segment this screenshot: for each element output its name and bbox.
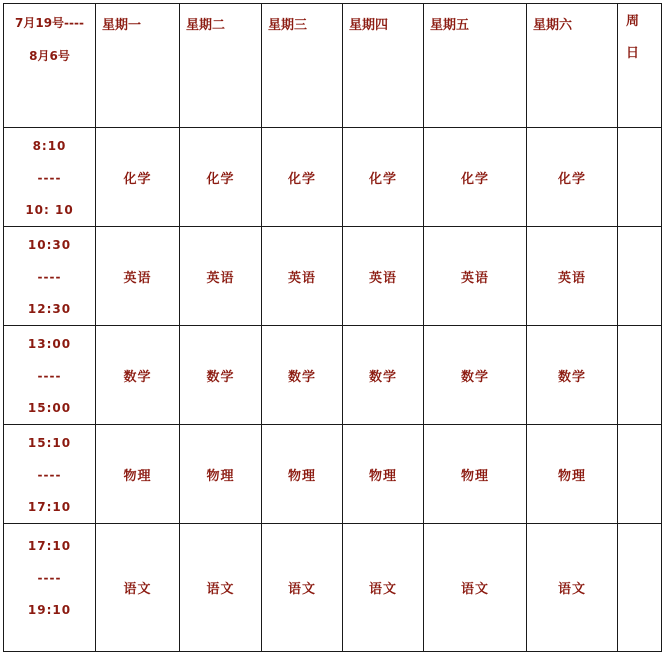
subject-cell: 英语 bbox=[180, 227, 262, 326]
time-end: 12:30 bbox=[27, 302, 72, 316]
subject-cell: 物理 bbox=[343, 425, 424, 524]
day-header-sun: 周 日 bbox=[618, 4, 662, 128]
day-header-fri: 星期五 bbox=[424, 4, 527, 128]
sunday-empty-cell bbox=[618, 227, 662, 326]
day-header-tue: 星期二 bbox=[180, 4, 262, 128]
subject-cell: 语文 bbox=[424, 524, 527, 652]
table-row bbox=[4, 326, 662, 425]
subject-cell: 英语 bbox=[96, 227, 180, 326]
subject-cell: 化学 bbox=[262, 128, 343, 227]
subject-cell: 英语 bbox=[343, 227, 424, 326]
subject-cell: 语文 bbox=[96, 524, 180, 652]
date-range-end: 8月6号 bbox=[29, 49, 70, 63]
table-row bbox=[4, 524, 662, 652]
sunday-empty-cell bbox=[618, 326, 662, 425]
schedule-table bbox=[3, 3, 662, 652]
time-separator: ---- bbox=[37, 369, 62, 383]
day-header-wed: 星期三 bbox=[262, 4, 343, 128]
day-header-sat: 星期六 bbox=[527, 4, 618, 128]
subject-cell: 英语 bbox=[527, 227, 618, 326]
date-range-header bbox=[4, 4, 96, 128]
time-separator: ---- bbox=[37, 270, 62, 284]
subject-cell: 物理 bbox=[180, 425, 262, 524]
subject-cell: 物理 bbox=[262, 425, 343, 524]
time-slot-cell bbox=[4, 227, 96, 326]
time-start: 15:10 bbox=[27, 436, 72, 450]
subject-cell: 数学 bbox=[424, 326, 527, 425]
subject-cell: 物理 bbox=[527, 425, 618, 524]
table-row bbox=[4, 227, 662, 326]
time-end: 10: 10 bbox=[25, 203, 74, 217]
time-start: 13:00 bbox=[27, 337, 72, 351]
time-separator: ---- bbox=[37, 468, 62, 482]
day-header-thu: 星期四 bbox=[343, 4, 424, 128]
subject-cell: 物理 bbox=[96, 425, 180, 524]
schedule-sheet bbox=[3, 3, 661, 645]
subject-cell: 数学 bbox=[527, 326, 618, 425]
sunday-empty-cell bbox=[618, 425, 662, 524]
time-slot-cell bbox=[4, 128, 96, 227]
subject-cell: 语文 bbox=[527, 524, 618, 652]
subject-cell: 化学 bbox=[96, 128, 180, 227]
subject-cell: 英语 bbox=[424, 227, 527, 326]
subject-cell: 化学 bbox=[527, 128, 618, 227]
sunday-empty-cell bbox=[618, 524, 662, 652]
subject-cell: 语文 bbox=[262, 524, 343, 652]
time-start: 8:10 bbox=[32, 139, 67, 153]
time-slot-cell bbox=[4, 425, 96, 524]
time-separator: ---- bbox=[37, 171, 62, 185]
header-row bbox=[4, 4, 662, 128]
date-range-start: 7月19号---- bbox=[15, 16, 84, 30]
subject-cell: 语文 bbox=[180, 524, 262, 652]
subject-cell: 化学 bbox=[180, 128, 262, 227]
subject-cell: 数学 bbox=[96, 326, 180, 425]
time-end: 19:10 bbox=[27, 603, 72, 617]
subject-cell: 数学 bbox=[180, 326, 262, 425]
time-separator: ---- bbox=[37, 571, 62, 585]
subject-cell: 数学 bbox=[262, 326, 343, 425]
time-slot-cell bbox=[4, 524, 96, 652]
time-end: 15:00 bbox=[27, 401, 72, 415]
day-header-mon: 星期一 bbox=[96, 4, 180, 128]
subject-cell: 化学 bbox=[424, 128, 527, 227]
time-slot-cell bbox=[4, 326, 96, 425]
subject-cell: 数学 bbox=[343, 326, 424, 425]
time-start: 17:10 bbox=[27, 539, 72, 553]
table-row bbox=[4, 425, 662, 524]
table-row bbox=[4, 128, 662, 227]
subject-cell: 英语 bbox=[262, 227, 343, 326]
subject-cell: 化学 bbox=[343, 128, 424, 227]
time-end: 17:10 bbox=[27, 500, 72, 514]
sunday-empty-cell bbox=[618, 128, 662, 227]
subject-cell: 语文 bbox=[343, 524, 424, 652]
subject-cell: 物理 bbox=[424, 425, 527, 524]
time-start: 10:30 bbox=[27, 238, 72, 252]
